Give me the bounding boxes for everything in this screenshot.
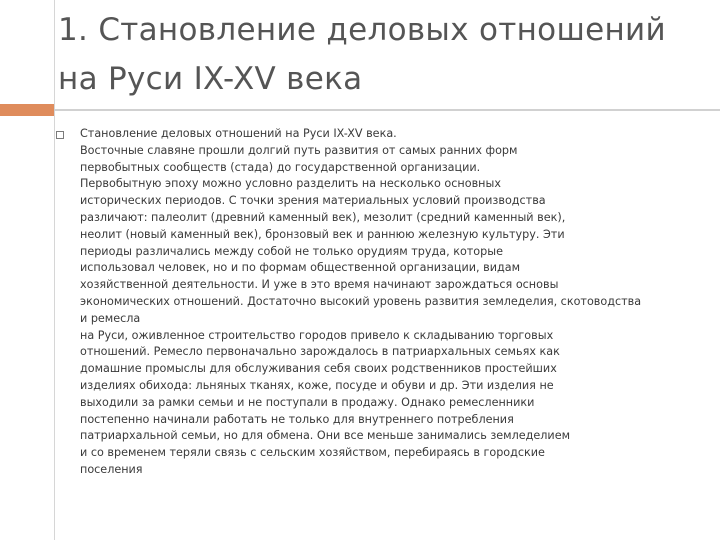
body-line: Первобытную эпоху можно условно разделить на несколько основных <box>80 177 501 191</box>
body-line: поселения <box>80 462 143 476</box>
title-divider-line <box>54 109 720 111</box>
body-line: исторических периодов. С точки зрения материальных условий производства <box>80 194 546 208</box>
left-vertical-rule <box>54 0 55 540</box>
body-line: неолит (новый каменный век), бронзовый век и раннюю железную культуру. Эти <box>80 227 565 241</box>
body-line: и со временем теряли связь с сельским хозяйством, перебираясь в городские <box>80 446 545 460</box>
title-accent-bar <box>0 104 54 116</box>
body-line: выходили за рамки семьи и не поступали в продажу. Однако ремесленники <box>80 395 535 409</box>
slide-title <box>58 6 708 104</box>
body-line: экономических отношений. Достаточно высокий уровень развития земледелия, скотоводства <box>80 294 642 308</box>
square-bullet-icon <box>56 131 64 139</box>
body-line: и ремесла <box>80 311 141 325</box>
body-line: изделиях обихода: льняных тканях, коже, посуде и обуви и др. Эти изделия не <box>80 378 554 392</box>
title-line-1: 1. Становление деловых отношений <box>58 12 666 48</box>
body-line: периоды различались между собой не только орудиям труда, которые <box>80 244 503 258</box>
body-line: на Руси, оживленное строительство городов привело к складыванию торговых <box>80 328 554 342</box>
body-line: использовал человек, но и по формам общественной организации, видам <box>80 261 521 275</box>
body-line: первобытных сообществ (стада) до государственной организации. <box>80 160 481 174</box>
body-line: различают: палеолит (древний каменный век), мезолит (средний каменный век), <box>80 210 566 224</box>
body-line: патриархальной семьи, но для обмена. Они все меньше занимались земледелием <box>80 429 571 443</box>
body-line: домашние промыслы для обслуживания себя своих родственников простейших <box>80 362 557 376</box>
body-line: Становление деловых отношений на Руси IX-XV века. <box>80 127 397 140</box>
body-line: Восточные славяне прошли долгий путь развития от самых ранних форм <box>80 143 518 157</box>
body-line: постепенно начинали работать не только для внутреннего потребления <box>80 412 514 426</box>
slide-body-text <box>80 126 714 479</box>
title-line-2: на Руси IX-XV века <box>58 61 363 97</box>
body-line: отношений. Ремесло первоначально зарождалось в патриархальных семьях как <box>80 345 560 359</box>
body-line: хозяйственной деятельности. И уже в это время начинают зарождаться основы <box>80 278 559 292</box>
